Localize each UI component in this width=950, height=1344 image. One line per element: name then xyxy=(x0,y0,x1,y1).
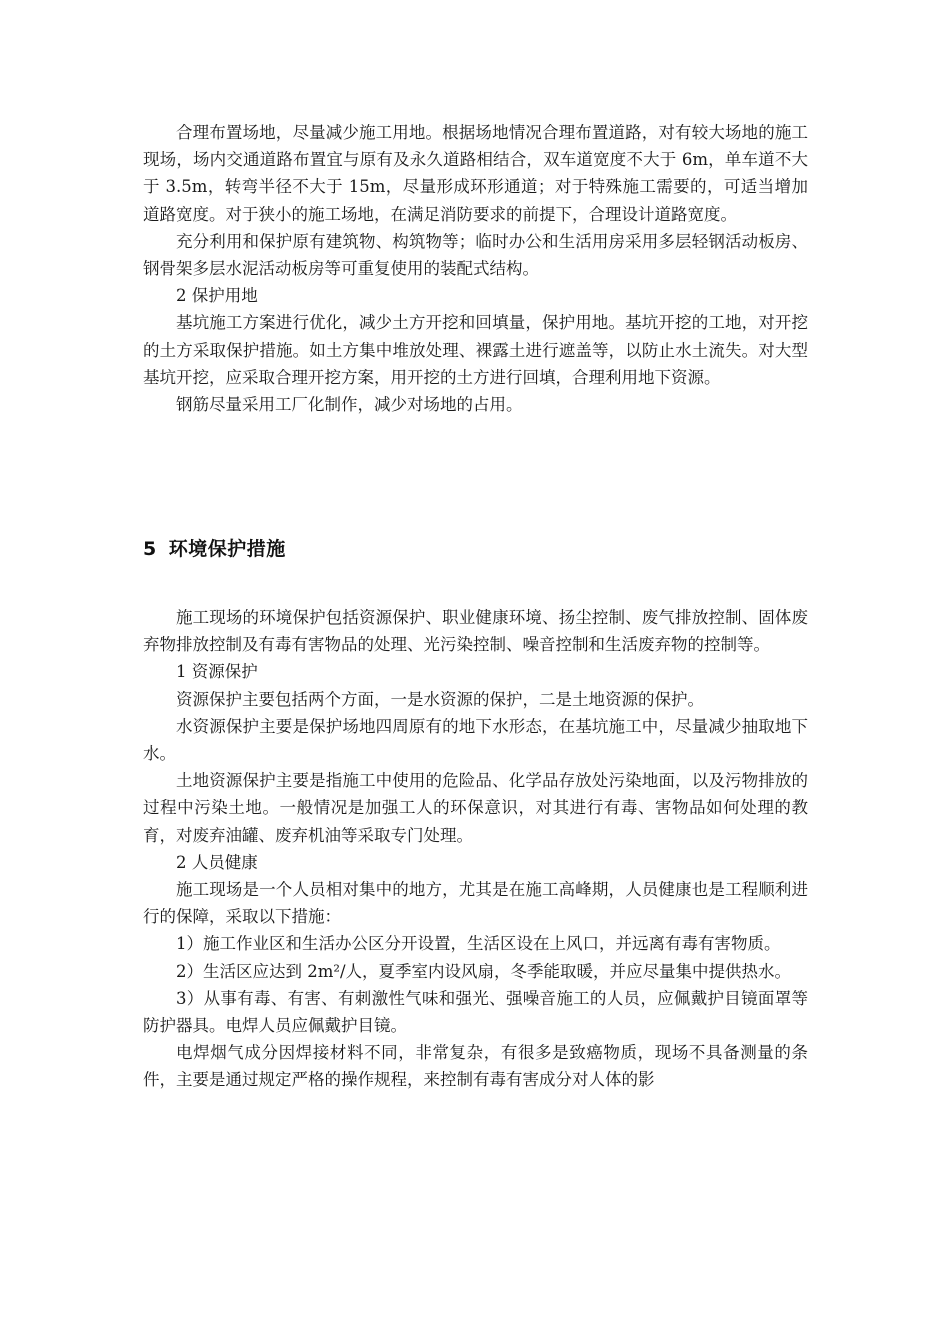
paragraph-welding-fumes: 电焊烟气成分因焊接材料不同，非常复杂，有很多是致癌物质，现场不具备测量的条件，主要是通过规定严格的操作规程，来控制有毒有害成分对人体的影 xyxy=(143,1043,808,1090)
paragraph-resource-two-aspects: 资源保护主要包括两个方面，一是水资源的保护，二是土地资源的保护。 xyxy=(176,689,704,709)
paragraph-health-intro: 施工现场是一个人员相对集中的地方，尤其是在施工高峰期，人员健康也是工程顺利进行的保障，采取以下措施： xyxy=(143,880,808,927)
paragraph-foundation-pit: 基坑施工方案进行优化，减少土方开挖和回填量，保护用地。基坑开挖的工地，对开挖的土方采取保护措施。如土方集中堆放处理、裸露土进行遮盖等，以防止水土流失。对大型基坑开挖，应采取合理开挖方案，用开挖的土方进行回填，合理利用地下资源。 xyxy=(143,313,808,387)
paragraph-land-resource: 土地资源保护主要是指施工中使用的危险品、化学品存放处污染地面，以及污物排放的过程中污染土地。一般情况是加强工人的环保意识，对其进行有毒、害物品如何处理的教育，对废弃油罐、废弃机油等采取专门处理。 xyxy=(143,771,808,845)
section-prev-body xyxy=(143,119,808,418)
section-heading xyxy=(143,534,286,564)
subheading-resource-protection: 1 资源保护 xyxy=(176,662,258,682)
list-item-measure-1: 1）施工作业区和生活办公区分开设置，生活区设在上风口，并远离有毒有害物质。 xyxy=(176,934,781,954)
subheading-protect-land: 2 保护用地 xyxy=(176,286,258,306)
paragraph-water-resource: 水资源保护主要是保护场地四周原有的地下水形态，在基坑施工中，尽量减少抽取地下水。 xyxy=(143,716,808,764)
section-5-body xyxy=(143,604,808,1094)
subheading-personnel-health: 2 人员健康 xyxy=(176,852,258,872)
section-title: 环境保护措施 xyxy=(168,538,286,560)
paragraph-env-intro: 施工现场的环境保护包括资源保护、职业健康环境、扬尘控制、废气排放控制、固体废弃物排放控制及有毒有害物品的处理、光污染控制、噪音控制和生活废弃物的控制等。 xyxy=(143,608,808,655)
section-number: 5 xyxy=(143,538,157,560)
paragraph-rebar: 钢筋尽量采用工厂化制作，减少对场地的占用。 xyxy=(176,395,523,415)
paragraph-existing-buildings: 充分利用和保护原有建筑物、构筑物等；临时办公和生活用房采用多层轻钢活动板房、钢骨架多层水泥活动板房等可重复使用的装配式结构。 xyxy=(143,231,808,279)
paragraph-site-layout: 合理布置场地，尽量减少施工用地。根据场地情况合理布置道路，对有较大场地的施工现场，场内交通道路布置宜与原有及永久道路相结合，双车道宽度不大于 6m，单车道不大于 3.5m，转弯半径不大于 15m，尽量形成环形通道；对于特殊施工需要的，可适当增加道路宽度。对于狭小的施工场地，在满足消防要求的前提下，合理设计道路宽度。 xyxy=(143,123,808,224)
list-item-measure-3: 3）从事有毒、有害、有刺激性气味和强光、强噪音施工的人员，应佩戴护目镜面罩等防护器具。电焊人员应佩戴护目镜。 xyxy=(143,988,808,1036)
list-item-measure-2: 2）生活区应达到 2m²/人，夏季室内设风扇，冬季能取暖，并应尽量集中提供热水。 xyxy=(176,961,792,981)
